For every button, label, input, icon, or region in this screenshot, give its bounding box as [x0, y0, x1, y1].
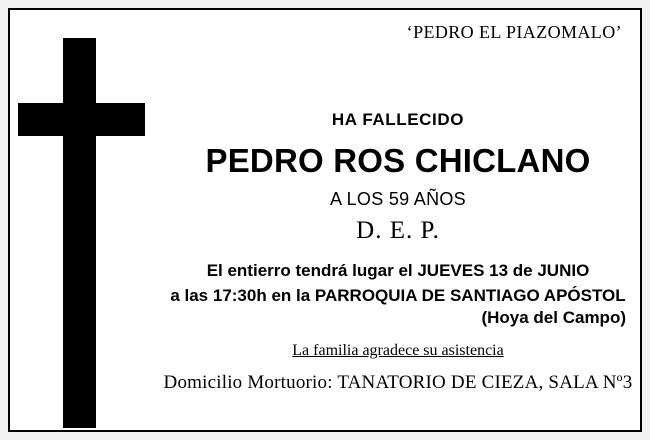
cross-icon	[10, 28, 160, 428]
death-announcement: HA FALLECIDO	[331, 110, 465, 129]
rest-in-peace: D. E. P.	[356, 217, 440, 244]
obituary-content	[160, 110, 636, 394]
obituary-card	[8, 8, 642, 432]
cross-horizontal-bar	[18, 103, 145, 136]
deceased-age: A LOS 59 AÑOS	[330, 189, 466, 209]
deceased-name: PEDRO ROS CHICLANO	[205, 142, 591, 179]
mortuary-address: Domicilio Mortuorio: TANATORIO DE CIEZA, SALA Nº3	[163, 372, 633, 393]
burial-place-note: (Hoya del Campo)	[481, 308, 626, 327]
deceased-nickname: ‘PEDRO EL PIAZOMALO’	[406, 22, 622, 42]
family-thanks: La familia agradece su asistencia	[292, 342, 504, 359]
cross-vertical-bar	[63, 38, 96, 428]
burial-date-line: El entierro tendrá lugar el JUEVES 13 de JUNIO	[206, 261, 590, 280]
burial-location-line: a las 17:30h en la PARROQUIA DE SANTIAGO APÓSTOL	[170, 286, 626, 305]
